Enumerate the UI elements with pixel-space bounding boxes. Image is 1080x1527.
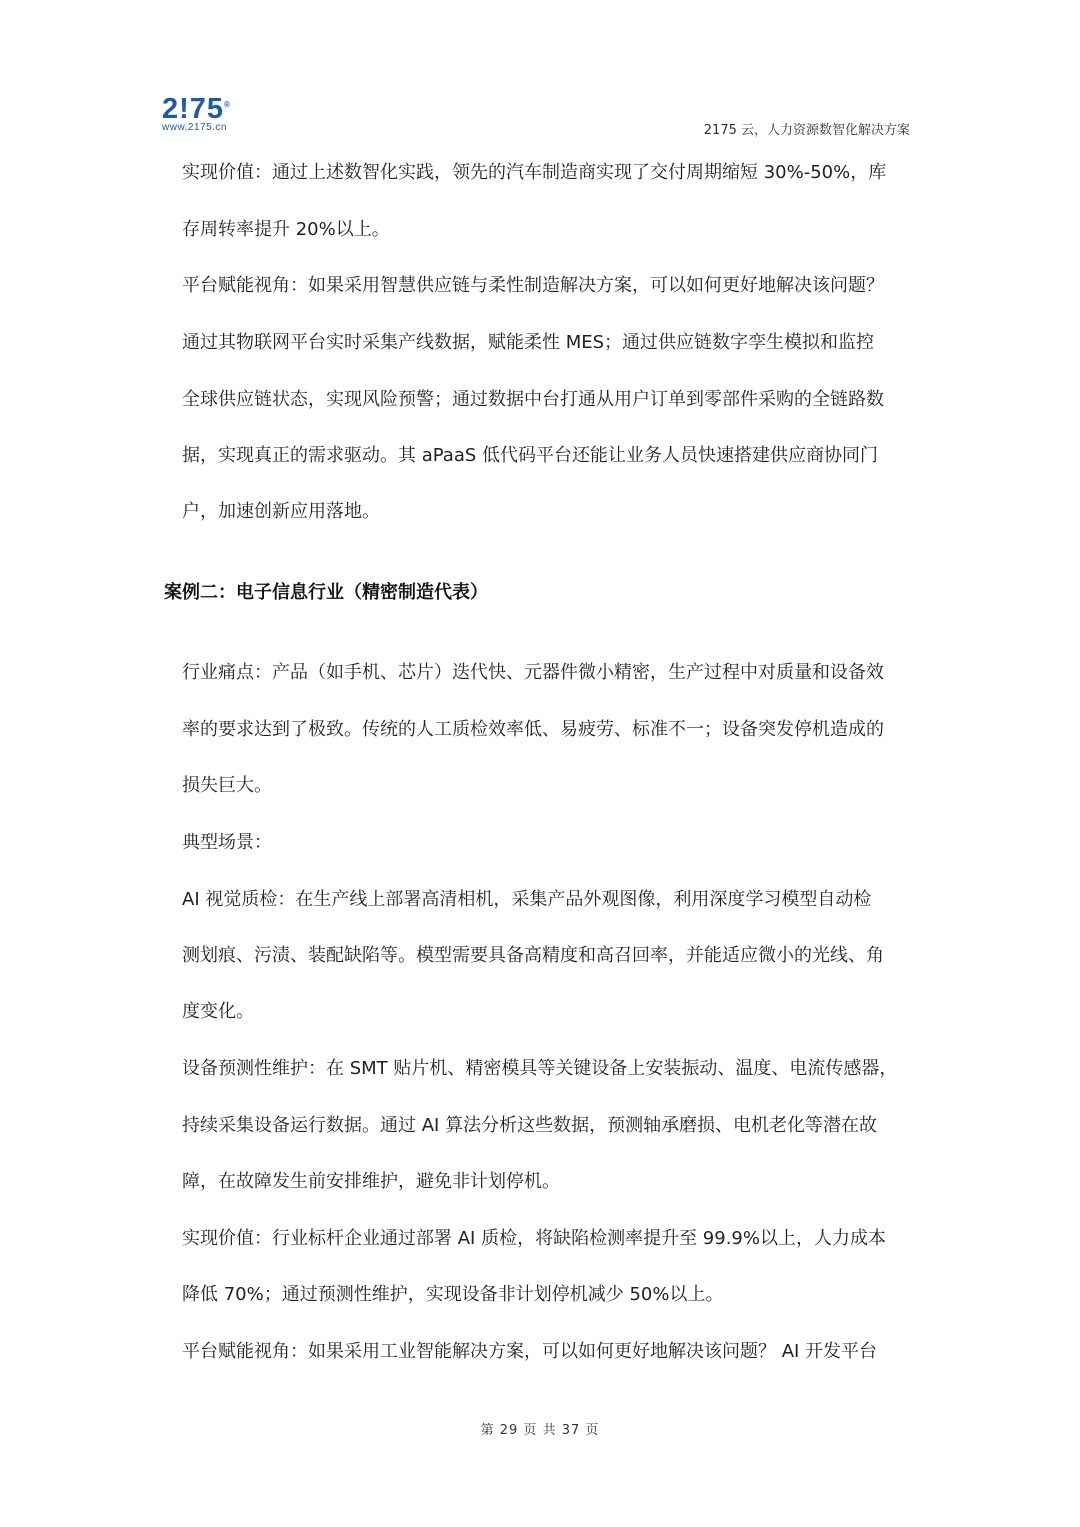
paragraph-line: 典型场景： (182, 832, 272, 853)
company-logo (162, 92, 252, 138)
paragraph-line: 降低 70%；通过预测性维护，实现设备非计划停机减少 50%以上。 (182, 1284, 724, 1305)
paragraph-line: 全球供应链状态，实现风险预警；通过数据中台打通从用户订单到零部件采购的全链路数 (182, 389, 884, 410)
paragraph-line: 户，加速创新应用落地。 (182, 501, 380, 522)
paragraph-line: 据，实现真正的需求驱动。其 aPaaS 低代码平台还能让业务人员快速搭建供应商协同门 (182, 445, 879, 466)
logo-text: 2!75® (162, 93, 231, 125)
paragraph-line: 存周转率提升 20%以上。 (182, 219, 390, 240)
paragraph-line: 率的要求达到了极致。传统的人工质检效率低、易疲劳、标准不一；设备突发停机造成的 (182, 719, 884, 740)
paragraph-line: 平台赋能视角：如果采用工业智能解决方案，可以如何更好地解决该问题？ AI 开发平台 (182, 1341, 878, 1362)
page-number: 第 29 页 共 37 页 (480, 1423, 600, 1438)
paragraph-line: 实现价值：行业标杆企业通过部署 AI 质检，将缺陷检测率提升至 99.9%以上，人力成本 (182, 1228, 886, 1249)
paragraph-line: AI 视觉质检：在生产线上部署高清相机，采集产品外观图像，利用深度学习模型自动检 (182, 889, 872, 910)
logo-url: www.2175.cn (162, 122, 227, 133)
paragraph-line: 平台赋能视角：如果采用智慧供应链与柔性制造解决方案，可以如何更好地解决该问题？ (182, 275, 884, 296)
logo-registered-mark: ® (224, 100, 231, 109)
paragraph-line: 行业痛点：产品（如手机、芯片）迭代快、元器件微小精密，生产过程中对质量和设备效 (182, 662, 884, 683)
paragraph-line: 实现价值：通过上述数智化实践，领先的汽车制造商实现了交付周期缩短 30%-50%，库 (182, 162, 887, 183)
section-heading: 案例二：电子信息行业（精密制造代表） (164, 582, 488, 603)
paragraph-line: 持续采集设备运行数据。通过 AI 算法分析这些数据，预测轴承磨损、电机老化等潜在故 (182, 1115, 878, 1136)
paragraph-line: 度变化。 (182, 1001, 254, 1022)
paragraph-line: 设备预测性维护：在 SMT 贴片机、精密模具等关键设备上安装振动、温度、电流传感器， (182, 1058, 898, 1079)
paragraph-line: 通过其物联网平台实时采集产线数据，赋能柔性 MES；通过供应链数字孪生模拟和监控 (182, 332, 875, 353)
paragraph-line: 损失巨大。 (182, 775, 272, 796)
header-tagline: 2175 云，人力资源数智化解决方案 (703, 123, 910, 138)
paragraph-line: 障，在故障发生前安排维护，避免非计划停机。 (182, 1171, 560, 1192)
paragraph-line: 测划痕、污渍、装配缺陷等。模型需要具备高精度和高召回率，并能适应微小的光线、角 (182, 945, 884, 966)
